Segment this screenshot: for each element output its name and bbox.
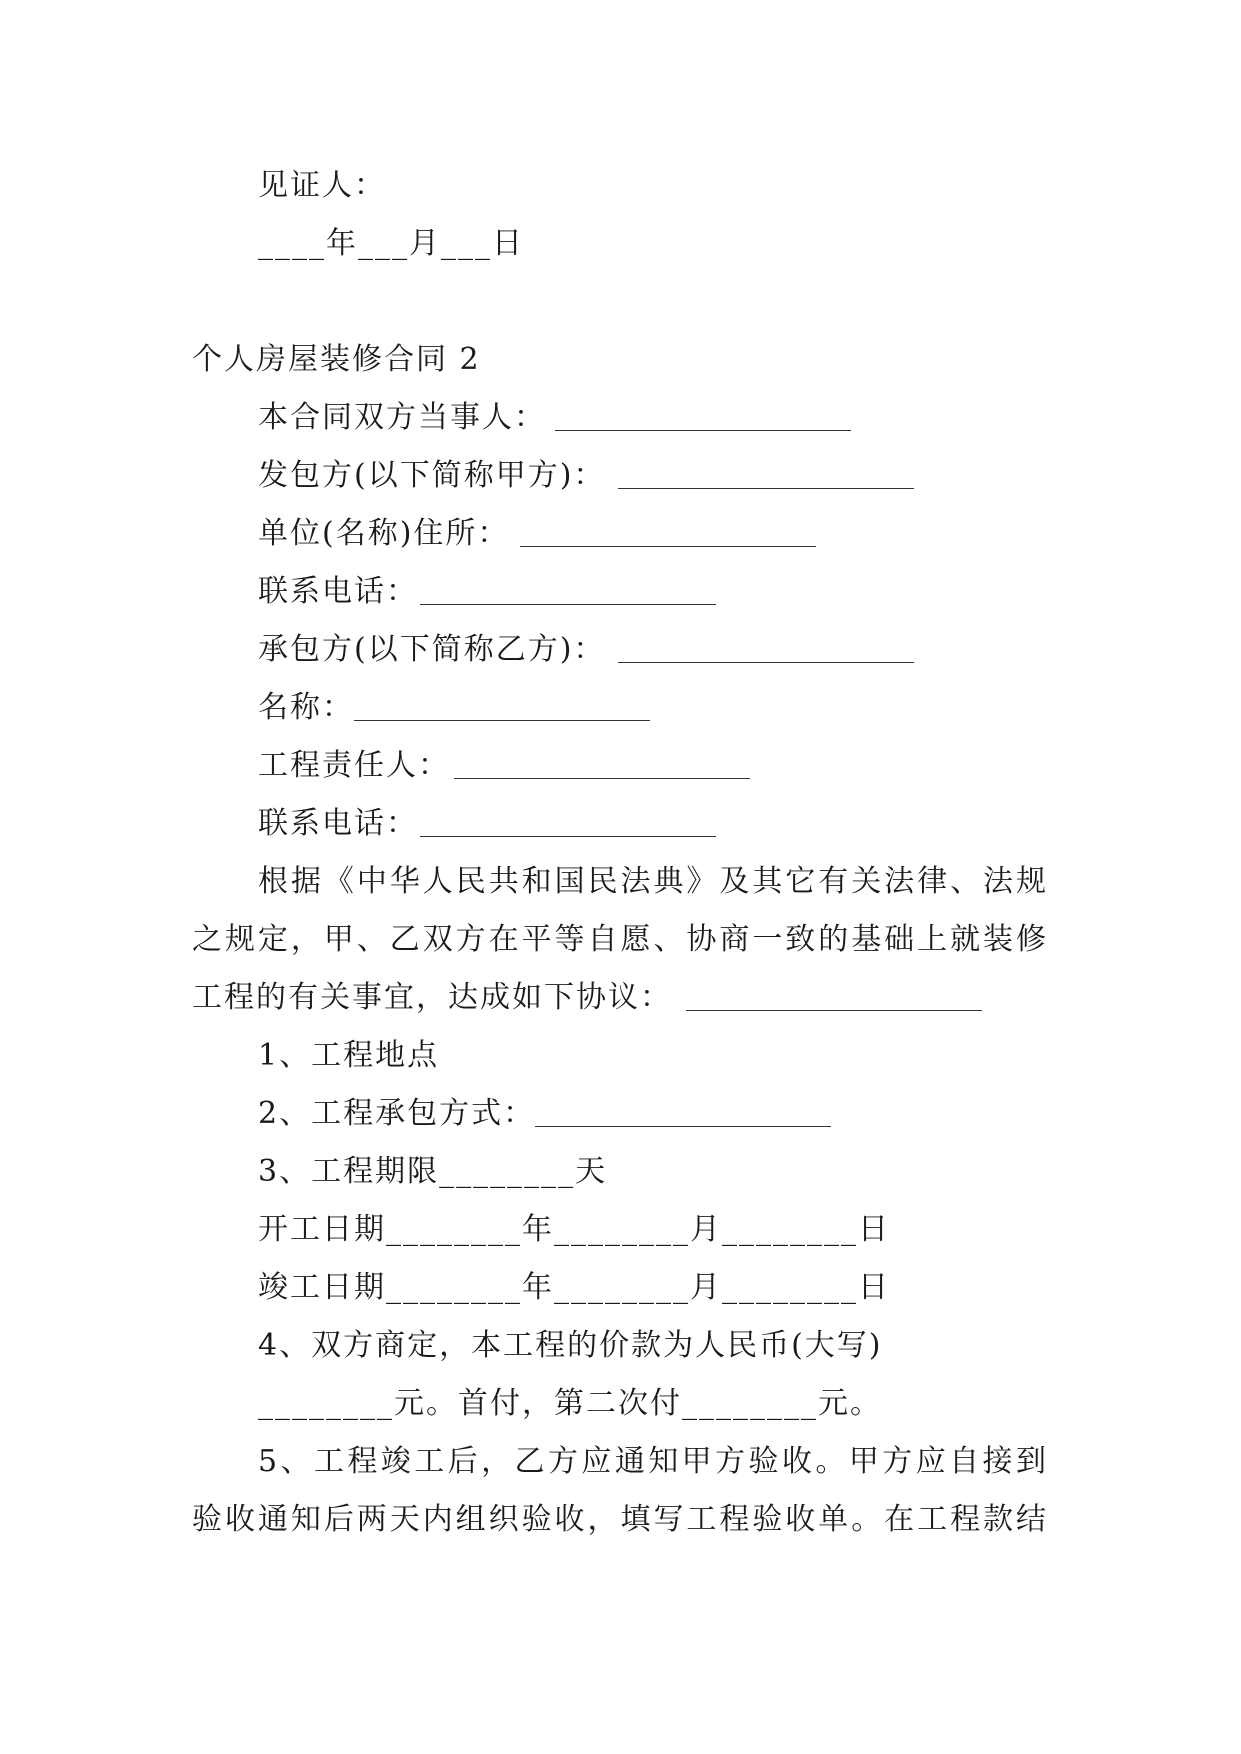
unit-address-blank [520,546,816,547]
preamble-line-1: 根据《中华人民共和国民法典》及其它有关法律、法规 [258,864,1048,899]
clause-3: 3、工程期限________天 [258,1154,608,1189]
unit-address-label: 单位(名称)住所： [258,516,510,551]
project-manager-blank [454,778,750,779]
start-date: 开工日期________年________月________日 [258,1212,890,1247]
parties-intro-blank [555,430,851,431]
name-blank [354,720,650,721]
preamble-line-3: 工程的有关事宜，达成如下协议： [192,980,672,1015]
witness-label: 见证人： [258,168,386,203]
end-date: 竣工日期________年________月________日 [258,1270,890,1305]
phone-b-blank [420,836,716,837]
party-a-blank [618,488,914,489]
clause-4: 4、双方商定，本工程的价款为人民币(大写) [258,1328,883,1363]
preamble-blank [686,1010,982,1011]
witness-date: ____年___月___日 [258,226,524,261]
phone-b-label: 联系电话： [258,806,418,841]
party-b-blank [618,662,914,663]
party-b-label: 承包方(以下简称乙方)： [258,632,606,667]
clause-2-blank [535,1126,831,1127]
clause-5-line-2: 验收通知后两天内组织验收，填写工程验收单。在工程款结 [192,1502,1048,1537]
parties-intro: 本合同双方当事人： [258,400,546,435]
clause-2: 2、工程承包方式： [258,1096,536,1131]
phone-a-label: 联系电话： [258,574,418,609]
contract-title: 个人房屋装修合同 2 [192,342,481,377]
phone-a-blank [420,604,716,605]
name-label: 名称： [258,690,354,725]
clause-4-payment: ________元。首付，第二次付________元。 [258,1386,882,1421]
clause-1: 1、工程地点 [258,1038,440,1073]
project-manager-label: 工程责任人： [258,748,450,783]
party-a-label: 发包方(以下简称甲方)： [258,458,606,493]
preamble-line-2: 之规定，甲、乙双方在平等自愿、协商一致的基础上就装修 [192,922,1048,957]
clause-5-line-1: 5、工程竣工后，乙方应通知甲方验收。甲方应自接到 [258,1444,1048,1479]
